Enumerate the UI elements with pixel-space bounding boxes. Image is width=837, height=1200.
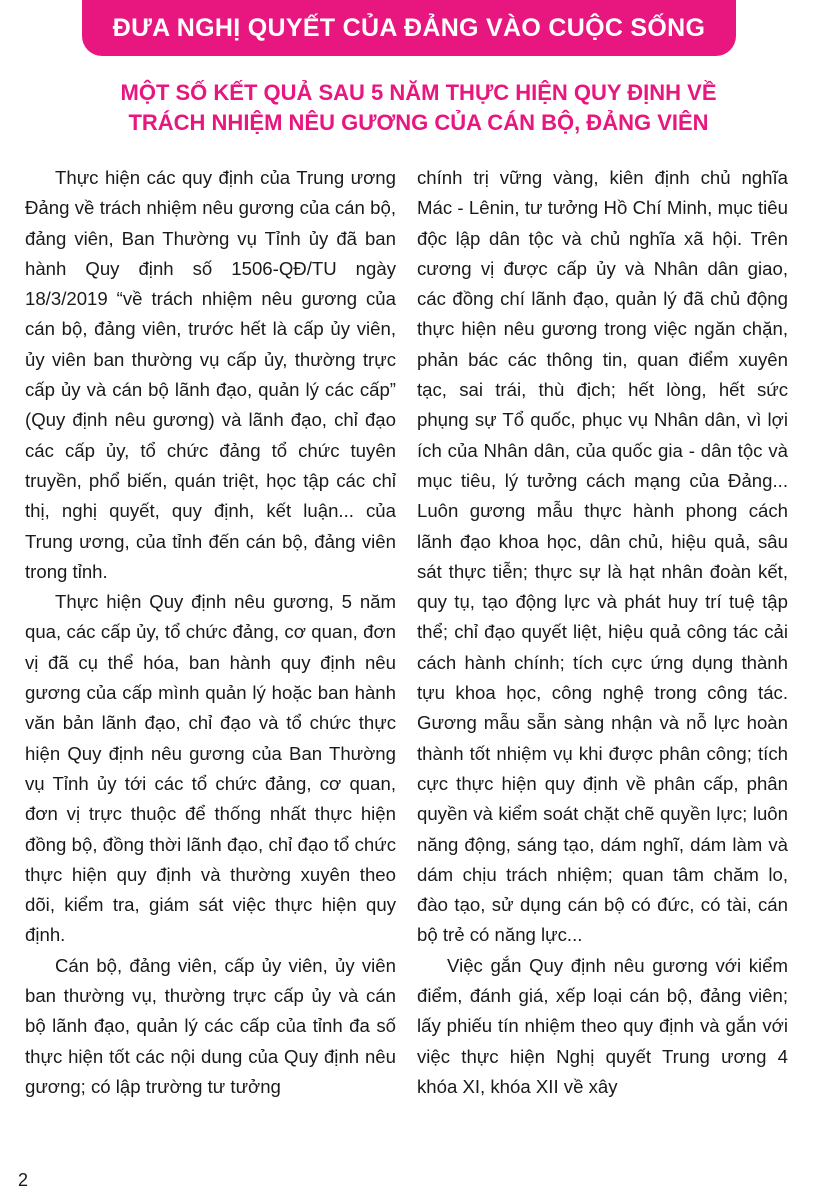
paragraph: Việc gắn Quy định nêu gương với kiểm điểm, đánh giá, xếp loại cán bộ, đảng viên; lấy phiếu tín nhiệm theo quy định và gắn với việc thực hiện Nghị quyết Trung ương 4 khóa XI, khóa XII về xây	[417, 954, 788, 1097]
text-column-right	[417, 163, 788, 1102]
paragraph: Thực hiện các quy định của Trung ương Đảng về trách nhiệm nêu gương của cán bộ, đảng viên, Ban Thường vụ Tỉnh ủy đã ban hành Quy định số 1506-QĐ/TU ngày 18/3/2019 “về trách nhiệm nêu gương của cán bộ, đảng viên, trước hết là cấp ủy viên, ủy viên ban thường vụ cấp ủy, thường trực cấp ủy và cán bộ lãnh đạo, quản lý các cấp” (Quy định nêu gương) và lãnh đạo, chỉ đạo các cấp ủy, tổ chức đảng tổ chức tuyên truyền, phổ biến, quán triệt, học tập các chỉ thị, nghị quyết, quy định, kết luận... của Trung ương, của tỉnh đến cán bộ, đảng viên trong tỉnh.	[25, 167, 396, 582]
text-column-left	[25, 163, 396, 1102]
paragraph: Thực hiện Quy định nêu gương, 5 năm qua, các cấp ủy, tổ chức đảng, cơ quan, đơn vị đã cụ thể hóa, ban hành quy định nêu gương của cấp mình quản lý hoặc ban hành văn bản lãnh đạo, chỉ đạo và tổ chức thực hiện Quy định nêu gương của Ban Thường vụ Tỉnh ủy tới các tổ chức đảng, cơ quan, đơn vị trực thuộc để thống nhất thực hiện đồng bộ, đồng thời lãnh đạo, chỉ đạo tổ chức thực hiện quy định và thường xuyên theo dõi, kiểm tra, giám sát việc thực hiện quy định.	[25, 591, 396, 946]
section-banner-text: ĐƯA NGHỊ QUYẾT CỦA ĐẢNG VÀO CUỘC SỐNG	[112, 13, 706, 42]
page-number: 2	[18, 1170, 29, 1190]
paragraph: chính trị vững vàng, kiên định chủ nghĩa Mác - Lênin, tư tưởng Hồ Chí Minh, mục tiêu độc lập dân tộc và chủ nghĩa xã hội. Trên cương vị được cấp ủy và Nhân dân giao, các đồng chí lãnh đạo, quản lý đã chủ động thực hiện nêu gương trong việc ngăn chặn, phản bác các thông tin, quan điểm xuyên tạc, sai trái, thù địch; hết lòng, hết sức phụng sự Tổ quốc, phục vụ Nhân dân, vì lợi ích của Nhân dân, của quốc gia - dân tộc và mục tiêu, lý tưởng cách mạng của Đảng... Luôn gương mẫu thực hành phong cách lãnh đạo khoa học, dân chủ, hiệu quả, sâu sát thực tiễn; thực sự là hạt nhân đoàn kết, quy tụ, tạo động lực và phát huy trí tuệ tập thể; chỉ đạo quyết liệt, hiệu quả công tác cải cách hành chính; tích cực ứng dụng thành tựu khoa học, công nghệ trong công tác. Gương mẫu sẵn sàng nhận và nỗ lực hoàn thành tốt nhiệm vụ khi được phân công; tích cực thực hiện quy định về phân cấp, phân quyền và kiểm soát chặt chẽ quyền lực; luôn năng động, sáng tạo, dám nghĩ, dám làm và dám chịu trách nhiệm; quan tâm chăm lo, đào tạo, sử dụng cán bộ có đức, có tài, cán bộ trẻ có năng lực...	[417, 167, 788, 946]
article-title-line-1: MỘT SỐ KẾT QUẢ SAU 5 NĂM THỰC HIỆN QUY ĐỊNH VỀ	[120, 80, 717, 105]
section-banner	[82, 0, 736, 56]
article-title-line-2: TRÁCH NHIỆM NÊU GƯƠNG CỦA CÁN BỘ, ĐẢNG VIÊN	[128, 110, 709, 135]
article-title	[40, 78, 797, 138]
paragraph: Cán bộ, đảng viên, cấp ủy viên, ủy viên ban thường vụ, thường trực cấp ủy và cán bộ lãnh đạo, quản lý các cấp của tỉnh đa số thực hiện tốt các nội dung của Quy định nêu gương; có lập trường tư tưởng	[25, 954, 396, 1097]
